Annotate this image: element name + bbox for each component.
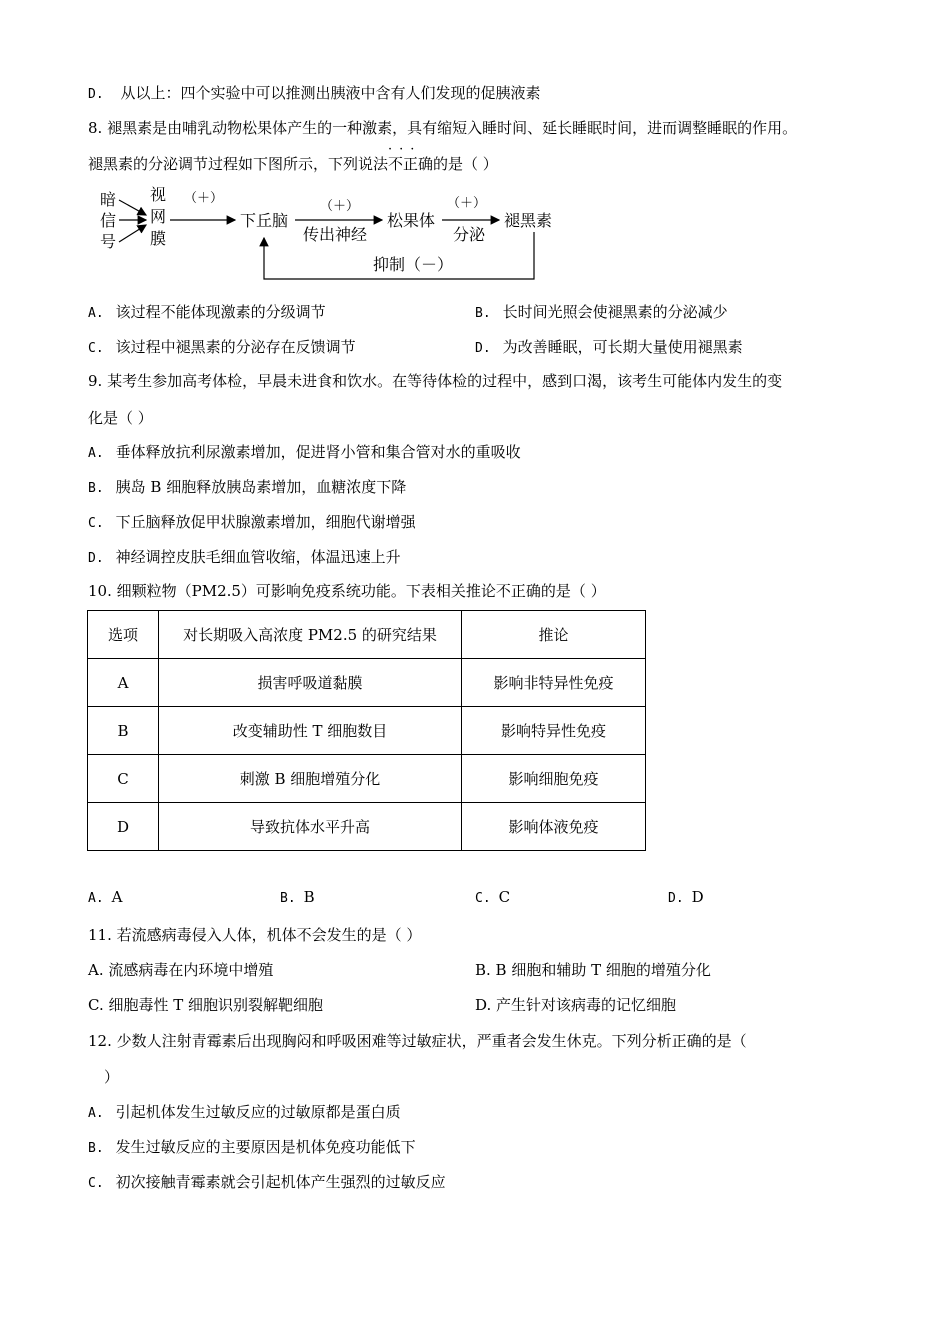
label-secretion: 分泌 xyxy=(453,225,486,244)
option-text: 从以上：四个实验中可以推测出胰液中含有人们发现的促胰液素 xyxy=(120,84,541,102)
table-cell: 损害呼吸道黏膜 xyxy=(159,659,462,707)
q12-option-c xyxy=(88,1171,446,1192)
option-letter: A. xyxy=(88,446,104,461)
table-cell: 刺激 B 细胞增殖分化 xyxy=(159,755,462,803)
node-pineal: 松果体 xyxy=(387,211,436,230)
table-cell: 影响特异性免疫 xyxy=(462,707,646,755)
option-text: 垂体释放抗利尿激素增加，促进肾小管和集合管对水的重吸收 xyxy=(115,443,521,461)
option-letter: C. xyxy=(88,1176,104,1191)
table-cell: B xyxy=(88,707,159,755)
table-row xyxy=(88,803,646,851)
option-letter: D. xyxy=(668,891,684,906)
option-text: A xyxy=(111,888,123,906)
option-text: B xyxy=(303,888,315,906)
diagram-input-char: 信 xyxy=(100,211,117,230)
option-letter: B. xyxy=(88,481,104,496)
option-text: 该过程中褪黑素的分泌存在反馈调节 xyxy=(115,338,356,356)
q9-option-d xyxy=(88,546,401,567)
label-feedback-inhibition: 抑制（－） xyxy=(373,255,454,274)
q11-option-d: D. 产生针对该病毒的记忆细胞 xyxy=(475,996,677,1014)
diagram-input-char: 号 xyxy=(100,232,117,251)
sign-positive: （＋） xyxy=(320,199,360,214)
option-text: 初次接触青霉素就会引起机体产生强烈的过敏反应 xyxy=(115,1173,446,1191)
option-letter: B. xyxy=(280,891,296,906)
option-text: C xyxy=(498,888,511,906)
node-hypothalamus: 下丘脑 xyxy=(240,211,289,230)
table-cell: 影响细胞免疫 xyxy=(462,755,646,803)
q9-stem-line1: 9. 某考生参加高考体检，早晨未进食和饮水。在等待体检的过程中，感到口渴，该考生可能体内发生的变 xyxy=(88,372,783,390)
q11-stem: 11. 若流感病毒侵入人体，机体不会发生的是（ ） xyxy=(88,926,422,944)
option-letter: A. xyxy=(88,1106,104,1121)
q10-stem: 10. 细颗粒物（PM2.5）可影响免疫系统功能。下表相关推论不正确的是（ ） xyxy=(88,582,606,600)
diagram-receptor-char: 视 xyxy=(150,185,167,204)
option-letter: A. xyxy=(88,891,104,906)
sign-positive: （＋） xyxy=(447,196,487,211)
pm25-table xyxy=(87,610,646,851)
table-row xyxy=(88,659,646,707)
option-text: 神经调控皮肤毛细血管收缩，体温迅速上升 xyxy=(115,548,401,566)
option-letter: C. xyxy=(88,341,104,356)
option-letter: D. xyxy=(88,87,104,102)
option-letter: D. xyxy=(88,551,104,566)
option-letter: B. xyxy=(88,1141,104,1156)
option-letter: C. xyxy=(475,891,491,906)
q9-option-c xyxy=(88,511,416,532)
option-text: 长时间光照会使褪黑素的分泌减少 xyxy=(502,303,728,321)
q11-option-b: B. B 细胞和辅助 T 细胞的增殖分化 xyxy=(475,961,711,979)
table-cell: 影响体液免疫 xyxy=(462,803,646,851)
q12-option-b xyxy=(88,1136,416,1157)
q10-option-c xyxy=(475,888,510,906)
arrow-input-top xyxy=(119,200,146,215)
table-cell: 改变辅助性 T 细胞数目 xyxy=(159,707,462,755)
q8-emphasis-text: 不正确 xyxy=(388,155,434,173)
option-text: D xyxy=(691,888,704,906)
option-text: 发生过敏反应的主要原因是机体免疫功能低下 xyxy=(115,1138,416,1156)
prev-question-option-d xyxy=(88,82,540,103)
q8-stem-line2 xyxy=(88,142,498,174)
diagram-receptor-char: 网 xyxy=(150,207,167,226)
q8-option-d xyxy=(475,336,743,357)
arrow-input-bottom xyxy=(119,225,146,242)
q8-stem-part1: 褪黑素的分泌调节过程如下图所示，下列说法 xyxy=(88,155,389,173)
table-header-cell: 选项 xyxy=(88,611,159,659)
q8-option-c xyxy=(88,336,356,357)
option-text: 为改善睡眠，可长期大量使用褪黑素 xyxy=(502,338,743,356)
option-letter: C. xyxy=(88,516,104,531)
q10-option-d xyxy=(668,888,704,906)
table-row xyxy=(88,707,646,755)
q12-stem-line2: ） xyxy=(104,1068,120,1086)
melatonin-regulation-diagram xyxy=(90,180,570,285)
q8-emphasis xyxy=(388,142,434,173)
table-cell: D xyxy=(88,803,159,851)
option-letter: B. xyxy=(475,306,491,321)
label-efferent-nerve: 传出神经 xyxy=(303,225,368,244)
q12-option-a xyxy=(88,1101,401,1122)
table-cell: 导致抗体水平升高 xyxy=(159,803,462,851)
table-cell: 影响非特异性免疫 xyxy=(462,659,646,707)
node-melatonin: 褪黑素 xyxy=(504,211,553,230)
table-header-row xyxy=(88,611,646,659)
q10-option-a xyxy=(88,888,123,906)
table-row xyxy=(88,755,646,803)
option-text: 引起机体发生过敏反应的过敏原都是蛋白质 xyxy=(115,1103,401,1121)
option-letter: A. xyxy=(88,306,104,321)
table-header-cell: 对长期吸入高浓度 PM2.5 的研究结果 xyxy=(159,611,462,659)
table-header-cell: 推论 xyxy=(462,611,646,659)
q8-stem-line1: 8. 褪黑素是由哺乳动物松果体产生的一种激素，具有缩短入睡时间、延长睡眠时间，进而调整睡眠的作用。 xyxy=(88,119,798,137)
q9-option-b xyxy=(88,476,406,497)
option-letter: D. xyxy=(475,341,491,356)
diagram-input-char: 暗 xyxy=(100,190,117,209)
q11-option-c: C. 细胞毒性 T 细胞识别裂解靶细胞 xyxy=(88,996,324,1014)
diagram-receptor-char: 膜 xyxy=(150,229,167,248)
option-text: 该过程不能体现激素的分级调节 xyxy=(115,303,326,321)
q8-option-a xyxy=(88,301,326,322)
sign-positive: （＋） xyxy=(184,191,224,206)
q8-option-b xyxy=(475,301,728,322)
option-text: 下丘脑释放促甲状腺激素增加，细胞代谢增强 xyxy=(115,513,416,531)
q12-stem-line1: 12. 少数人注射青霉素后出现胸闷和呼吸困难等过敏症状，严重者会发生休克。下列分析正确的是（ xyxy=(88,1032,747,1050)
q9-option-a xyxy=(88,441,521,462)
emphasis-dots: ··· xyxy=(388,142,422,157)
q8-stem-part2: 的是（ ） xyxy=(433,155,498,173)
q9-stem-line2: 化是（ ） xyxy=(88,409,153,427)
table-cell: C xyxy=(88,755,159,803)
option-text: 胰岛 B 细胞释放胰岛素增加，血糖浓度下降 xyxy=(115,478,407,496)
q10-option-b xyxy=(280,888,315,906)
q11-option-a: A. 流感病毒在内环境中增殖 xyxy=(88,961,274,979)
table-cell: A xyxy=(88,659,159,707)
